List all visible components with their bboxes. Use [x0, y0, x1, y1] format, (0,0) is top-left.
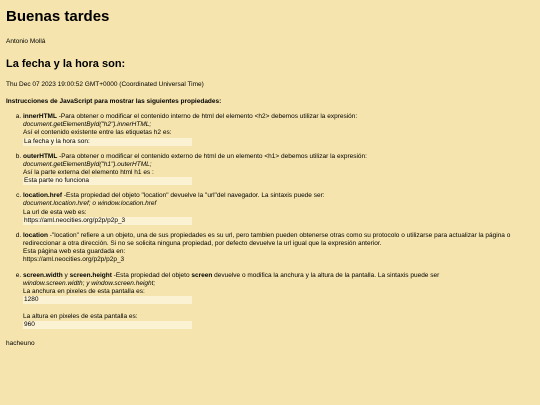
code-expression: window.screen.width; y window.screen.height;: [23, 279, 156, 287]
author-name: Antonio Mollá: [6, 38, 46, 45]
term-label-2: screen.height: [69, 271, 112, 279]
result-output: https://aml.neocities.org/p2p/p2p_3: [23, 256, 125, 264]
instructions-heading: Instrucciones de JavaScript para mostrar las siguientes propiedades:: [6, 98, 222, 105]
term-description: -"location" refiere a un objeto, una de sus propiedades es su url, pero tambien pueden obtenerse otras como su protocolo o utilizarse para actualizar la página o redireccionar a otra dirección. Si no se solicita ninguna propiedad, por defecto devuelve la url igual que la expresión anterior.: [23, 231, 511, 248]
properties-list: [6, 113, 534, 329]
list-item-outerhtml: [23, 153, 534, 186]
spacer: [23, 305, 534, 313]
width-output: 1280: [23, 296, 192, 304]
object-name: screen: [191, 271, 213, 279]
term-description: -Esta propiedad del objeto "location" devuelve la "url"del navegador. La sintaxis puede ser:: [62, 192, 325, 200]
term-label: outerHTML: [23, 152, 58, 160]
list-item-screen: [23, 272, 534, 330]
list-item-location: [23, 232, 534, 265]
result-output: La fecha y la hora son:: [23, 138, 192, 146]
term-description-2: devuelve o modifica la anchura y la altura de la pantalla. La sintaxis puede ser: [212, 271, 440, 279]
term-label: innerHTML: [23, 113, 57, 120]
term-description: -Esta propiedad del objeto: [111, 271, 192, 279]
result-label: Así el contenido existente entre las etiquetas h2 es:: [23, 129, 172, 137]
width-label: La anchura en pixeles de esta pantalla es:: [23, 288, 145, 296]
list-item-location-href: [23, 192, 534, 225]
date-heading: La fecha y la hora son:: [6, 58, 126, 70]
term-label: screen.width: [23, 271, 63, 279]
footer-text: hacheuno: [6, 340, 35, 348]
term-description: -Para obtener o modificar el contenido externo de html de un elemento <h1> debemos utilizar la expresión:: [57, 152, 367, 160]
conjunction: y: [62, 271, 70, 279]
code-expression: document.location.href; o window.location.href: [23, 200, 157, 208]
page-title: Buenas tardes: [6, 8, 110, 25]
term-label: location.href: [23, 192, 63, 200]
code-expression: document.getElementById("h1").outerHTML;: [23, 160, 152, 168]
result-label: La url de esta web es:: [23, 208, 87, 216]
height-output: 960: [23, 321, 192, 329]
height-label: La altura en pixeles de esta pantalla es:: [23, 313, 138, 321]
current-datetime: Thu Dec 07 2023 19:00:52 GMT+0000 (Coordinated Universal Time): [6, 81, 204, 88]
result-output: https://aml.neocities.org/p2p/p2p_3: [23, 217, 192, 225]
result-label: Esta página web esta guardada en:: [23, 248, 126, 256]
term-label: location: [23, 231, 48, 239]
list-item-innerhtml: [23, 113, 534, 146]
result-output: Esta parte no funciona: [23, 177, 192, 185]
code-expression: document.getElementById("h2").innerHTML;: [23, 121, 152, 129]
result-label: Así la parte externa del elemento html h1 es :: [23, 169, 154, 177]
term-description: -Para obtener o modificar el contenido interno de html del elemento <h2> debemos utilizar la expresión:: [56, 113, 358, 120]
